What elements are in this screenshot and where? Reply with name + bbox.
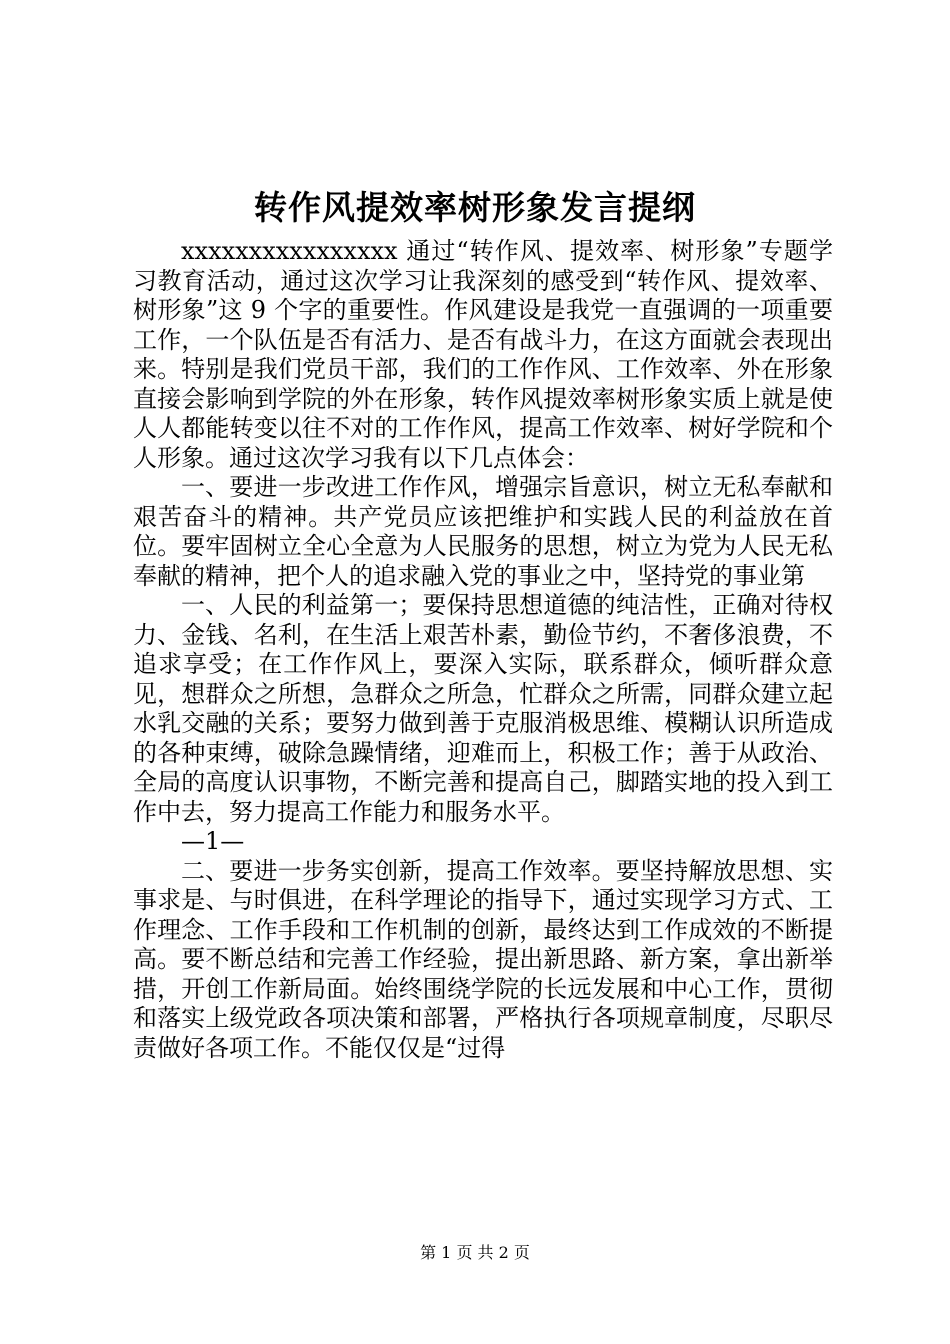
paragraph-point-two: 二、要进一步务实创新，提高工作效率。要坚持解放思想、实事求是、与时俱进，在科学理论的指导下，通过实现学习方式、工作理念、工作手段和工作机制的创新，最终达到工作成效的不断提高。要不断总结和完善工作经验，提出新思路、新方案，拿出新举措，开创工作新局面。始终围绕学院的长远发展和中心工作，贯彻和落实上级党政各项决策和部署，严格执行各项规章制度，尽职尽责做好各项工作。不能仅仅是“过得	[133, 856, 833, 1062]
paragraph-point-one-continued: 一、人民的利益第一；要保持思想道德的纯洁性，正确对待权力、金钱、名利，在生活上艰苦朴素，勤俭节约，不奢侈浪费，不追求享受；在工作作风上，要深入实际，联系群众，倾听群众意见，想群众之所想，急群众之所急，忙群众之所需，同群众建立起水乳交融的关系；要努力做到善于克服消极思维、模糊认识所造成的各种束缚，破除急躁情绪，迎难而上，积极工作；善于从政治、全局的高度认识事物，不断完善和提高自己，脚踏实地的投入到工作中去，努力提高工作能力和服务水平。	[133, 591, 833, 826]
paragraph-intro: xxxxxxxxxxxxxxxx 通过“转作风、提效率、树形象”专题学习教育活动，通过这次学习让我深刻的感受到“转作风、提效率、树形象”这 9 个字的重要性。作风建设是我党一直强调的一项重要工作，一个队伍是否有活力、是否有战斗力，在这方面就会表现出来。特别是我们党员干部，我们的工作作风、工作效率、外在形象直接会影响到学院的外在形象，转作风提效率树形象实质上就是使人人都能转变以往不对的工作作风，提高工作效率、树好学院和个人形象。通过这次学习我有以下几点体会：	[133, 237, 833, 472]
page-footer: 第 1 页 共 2 页	[420, 1243, 530, 1262]
document-body	[133, 237, 833, 1063]
document-title: 转作风提效率树形象发言提纲	[254, 188, 696, 227]
paragraph-point-one: 一、要进一步改进工作作风，增强宗旨意识，树立无私奉献和艰苦奋斗的精神。共产党员应该把维护和实践人民的利益放在首位。要牢固树立全心全意为人民服务的思想，树立为党为人民无私奉献的精神，把个人的追求融入党的事业之中，坚持党的事业第	[133, 473, 833, 590]
inline-page-marker: —1—	[181, 827, 245, 855]
